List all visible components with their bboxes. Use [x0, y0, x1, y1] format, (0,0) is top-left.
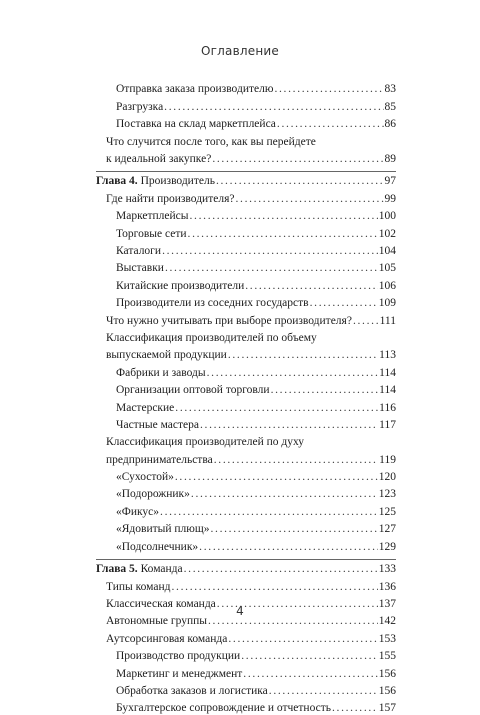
dot-leader — [332, 701, 378, 715]
toc-entry — [96, 681, 396, 698]
toc-entry-page: 120 — [378, 471, 396, 484]
page-header: Оглавление — [201, 44, 279, 58]
toc-entry-page: 102 — [378, 227, 396, 240]
toc-entry — [96, 310, 396, 327]
toc-entry — [96, 576, 396, 593]
toc-entry — [96, 223, 396, 240]
toc-entry-page: 85 — [384, 100, 396, 113]
chapter-heading — [96, 172, 396, 189]
toc-entry-title: Типы команд — [106, 580, 171, 593]
toc-entry-page: 157 — [378, 702, 396, 715]
toc-entry-page: 105 — [378, 262, 396, 275]
toc-entry-title: Отправка заказа производителю — [116, 83, 274, 96]
toc-entry-page: 89 — [384, 152, 396, 165]
toc-entry-page: 99 — [384, 192, 396, 205]
toc-entry-page: 97 — [384, 175, 396, 188]
toc-entry-title: к идеальной закупке? — [106, 152, 212, 165]
toc-entry-page: 113 — [379, 349, 396, 362]
chapter-5 — [96, 559, 396, 577]
toc-entry-title: «Подсолнечник» — [116, 540, 199, 553]
toc-entry — [96, 519, 396, 536]
toc-entry-title: Обработка заказов и логистика — [116, 684, 268, 697]
toc-entry — [96, 628, 396, 645]
dot-leader — [274, 82, 383, 96]
toc-entry-line: Что случится после того, как вы перейдете — [106, 135, 316, 148]
toc-entry-page: 119 — [379, 453, 396, 466]
toc-entry-title: «Фикус» — [116, 505, 160, 518]
toc-entry-title: Организации оптовой торговли — [116, 384, 270, 397]
toc-entry-title: Разгрузка — [116, 100, 164, 113]
toc-entry — [96, 96, 396, 113]
toc-entry-page: 114 — [379, 384, 396, 397]
toc-entry-line: Классификация производителей по объему — [106, 331, 317, 344]
toc-entry-title: Частные мастера — [116, 418, 199, 431]
toc-entry — [96, 149, 396, 166]
toc-entry-title: Классическая команда — [106, 597, 216, 610]
dot-leader — [184, 562, 378, 576]
toc-entry-title: Производители из соседних государств — [116, 297, 309, 310]
toc-entry-title: Торговые сети — [116, 227, 187, 240]
toc-entry-title: Бухгалтерское сопровождение и отчетность — [116, 702, 331, 715]
toc-entry — [96, 188, 396, 205]
toc-entry-page: 129 — [378, 540, 396, 553]
toc-entry-page: 127 — [378, 523, 396, 536]
toc-entry — [96, 467, 396, 484]
toc-entry — [96, 293, 396, 310]
dot-leader — [188, 227, 378, 241]
toc-entry-title: «Подорожник» — [116, 488, 190, 501]
toc-entry-title: предпринимательства — [106, 453, 213, 466]
toc-entry-title: Поставка на склад маркетплейса — [116, 118, 276, 131]
chapter-heading — [96, 560, 396, 577]
toc-entry-page: 83 — [384, 83, 396, 96]
dot-leader — [172, 580, 378, 594]
toc-entry-page: 142 — [378, 615, 396, 628]
toc-entry-title: Производство продукции — [116, 650, 241, 663]
toc-entry-page: 153 — [378, 632, 396, 645]
toc-entry-title: Китайские производители — [116, 279, 245, 292]
toc-entry-page: 86 — [384, 118, 396, 131]
toc-entry-title: Выставки — [116, 262, 164, 275]
page-number: 4 — [236, 604, 244, 618]
dot-leader — [200, 418, 378, 432]
toc-entry-title: выпускаемой продукции — [106, 349, 227, 362]
toc-entry — [96, 362, 396, 379]
toc-entry — [96, 345, 396, 362]
dot-leader — [271, 383, 379, 397]
chapter-title: Команда — [140, 563, 183, 576]
dot-leader — [164, 100, 383, 114]
toc-entry — [96, 79, 396, 96]
toc-entry-page: 104 — [378, 245, 396, 258]
toc-entry-page: 155 — [378, 650, 396, 663]
toc-entry — [96, 275, 396, 292]
dot-leader — [243, 667, 377, 681]
toc-entry-title: Каталоги — [116, 245, 162, 258]
toc-entry-title: «Сухостой» — [116, 471, 174, 484]
toc-entry-page: 123 — [378, 488, 396, 501]
toc-entry-page: 156 — [378, 667, 396, 680]
dot-leader — [228, 632, 377, 646]
toc-entry — [96, 646, 396, 663]
dot-leader — [228, 348, 378, 362]
toc-entry-page: 136 — [378, 580, 396, 593]
dot-leader — [245, 279, 378, 293]
dot-leader — [199, 540, 378, 554]
toc-entry-page: 133 — [378, 563, 396, 576]
dot-leader — [165, 261, 378, 275]
dot-leader — [175, 470, 378, 484]
dot-leader — [162, 244, 378, 258]
dot-leader — [160, 505, 378, 519]
table-of-contents — [96, 79, 396, 715]
toc-entry — [96, 241, 396, 258]
toc-entry — [96, 380, 396, 397]
toc-entry-title: Что нужно учитывать при выборе производителя? — [106, 314, 352, 327]
toc-entry — [96, 663, 396, 680]
dot-leader — [269, 684, 378, 698]
toc-entry-line: Классификация производителей по духу — [106, 436, 305, 449]
chapter-label: Глава 5. — [96, 563, 138, 576]
dot-leader — [310, 296, 378, 310]
toc-entry-title: Автономные группы — [106, 615, 207, 628]
chapter-title: Производитель — [140, 175, 215, 188]
dot-leader — [235, 192, 383, 206]
dot-leader — [190, 209, 378, 223]
chapter-4 — [96, 171, 396, 189]
toc-entry-page: 137 — [378, 597, 396, 610]
toc-entry-title: Маркетинг и менеджмент — [116, 667, 243, 680]
dot-leader — [216, 174, 384, 188]
dot-leader — [212, 152, 383, 166]
dot-leader — [277, 117, 384, 131]
toc-entry-page: 156 — [378, 684, 396, 697]
dot-leader — [175, 401, 378, 415]
toc-entry-title: Аутсорсинговая команда — [106, 632, 228, 645]
dot-leader — [210, 522, 377, 536]
toc-entry-page: 125 — [378, 505, 396, 518]
dot-leader — [207, 366, 379, 380]
toc-entry-page: 116 — [379, 401, 396, 414]
toc-entry-page: 109 — [378, 297, 396, 310]
toc-entry — [96, 501, 396, 518]
dot-leader — [241, 649, 378, 663]
toc-entry — [96, 449, 396, 466]
toc-entry — [96, 415, 396, 432]
toc-entry — [96, 397, 396, 414]
chapter-label: Глава 4. — [96, 175, 138, 188]
toc-entry-page: 111 — [379, 314, 396, 327]
toc-entry-title: «Ядовитый плющ» — [116, 523, 210, 536]
toc-entry — [96, 206, 396, 223]
toc-entry-title: Фабрики и заводы — [116, 366, 206, 379]
toc-entry-page: 106 — [378, 279, 396, 292]
toc-entry-title: Мастерские — [116, 401, 175, 414]
toc-entry — [96, 114, 396, 131]
dot-leader — [191, 487, 378, 501]
toc-entry-title: Маркетплейсы — [116, 210, 189, 223]
toc-entry — [96, 258, 396, 275]
toc-entry — [96, 484, 396, 501]
dot-leader — [353, 314, 379, 328]
toc-entry-title: Где найти производителя? — [106, 192, 235, 205]
toc-entry-page: 100 — [378, 210, 396, 223]
toc-entry — [96, 536, 396, 553]
toc-entry — [96, 698, 396, 715]
toc-entry-page: 117 — [379, 418, 396, 431]
dot-leader — [214, 453, 378, 467]
toc-entry-page: 114 — [379, 366, 396, 379]
